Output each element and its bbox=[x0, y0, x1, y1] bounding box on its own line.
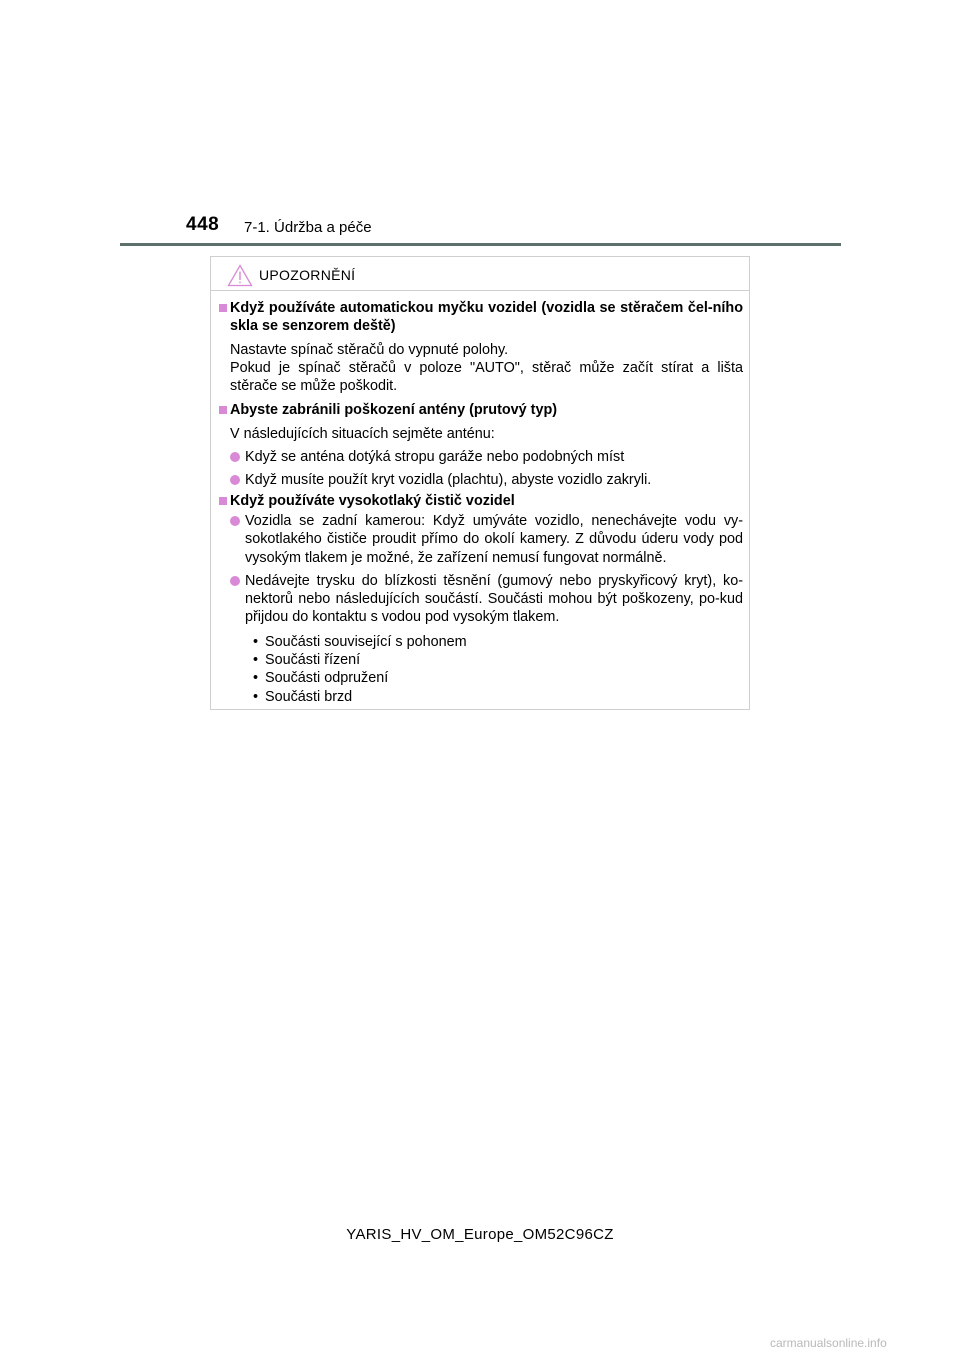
round-bullet-icon bbox=[230, 576, 240, 586]
list-item: Když se anténa dotýká stropu garáže nebo podobných míst bbox=[219, 448, 743, 466]
warning-header bbox=[227, 263, 355, 287]
section-title: 7-1. Údržba a péče bbox=[244, 219, 372, 236]
round-bullet-icon bbox=[230, 516, 240, 526]
list-item: Když musíte použít kryt vozidla (plachtu), abyste vozidlo zakryli. bbox=[219, 471, 743, 489]
list-item: Nedávejte trysku do blízkosti těsnění (gumový nebo pryskyřicový kryt), ko-nektorů nebo následujících součástí. Součásti mohou být poškozeny, po-kud přijdou do kontaktu s vodou pod vysokým tlakem. bbox=[219, 572, 743, 627]
sub-list-item: • Součásti brzd bbox=[253, 688, 353, 705]
warning-triangle-icon bbox=[227, 264, 253, 287]
square-bullet-icon bbox=[219, 497, 227, 505]
square-bullet-icon bbox=[219, 406, 227, 414]
section-heading-car-wash: Když používáte automatickou myčku vozidel (vozidla se stěračem čel-ního skla se senzorem deště) bbox=[219, 299, 743, 336]
section-heading-pressure-washer: Když používáte vysokotlaký čistič vozidel bbox=[219, 492, 743, 510]
watermark: carmanualsonline.info bbox=[770, 1336, 887, 1350]
paragraph: Nastavte spínač stěračů do vypnuté polohy. bbox=[230, 341, 509, 358]
paragraph: V následujících situacích sejměte anténu: bbox=[230, 425, 495, 442]
warning-box bbox=[210, 256, 750, 710]
round-bullet-icon bbox=[230, 475, 240, 485]
paragraph: Pokud je spínač stěračů v poloze "AUTO", stěrač může začít stírat a lišta stěrače se může poškodit. bbox=[230, 359, 743, 395]
warning-content bbox=[219, 299, 743, 706]
page-number: 448 bbox=[186, 214, 220, 235]
round-bullet-icon bbox=[230, 452, 240, 462]
warning-divider bbox=[211, 290, 749, 291]
header-rule bbox=[120, 243, 841, 246]
warning-title: UPOZORNĚNÍ bbox=[259, 267, 356, 283]
document-id: YARIS_HV_OM_Europe_OM52C96CZ bbox=[346, 1226, 614, 1243]
sub-list bbox=[219, 633, 743, 706]
list-item: Vozidla se zadní kamerou: Když umýváte vozidlo, nenechávejte vodu vy-sokotlakého čističe proudit přímo do okolí kamery. Z důvodu úderu vody pod vysokým tlakem je možné, že zařízení nemusí fungovat normálně. bbox=[219, 512, 743, 567]
square-bullet-icon bbox=[219, 304, 227, 312]
section-heading-antenna: Abyste zabránili poškození antény (prutový typ) bbox=[219, 401, 743, 419]
sub-list-item: • Součásti řízení bbox=[253, 652, 361, 669]
sub-list-item: • Součásti související s pohonem bbox=[253, 633, 467, 650]
sub-list-item: • Součásti odpružení bbox=[253, 670, 389, 687]
